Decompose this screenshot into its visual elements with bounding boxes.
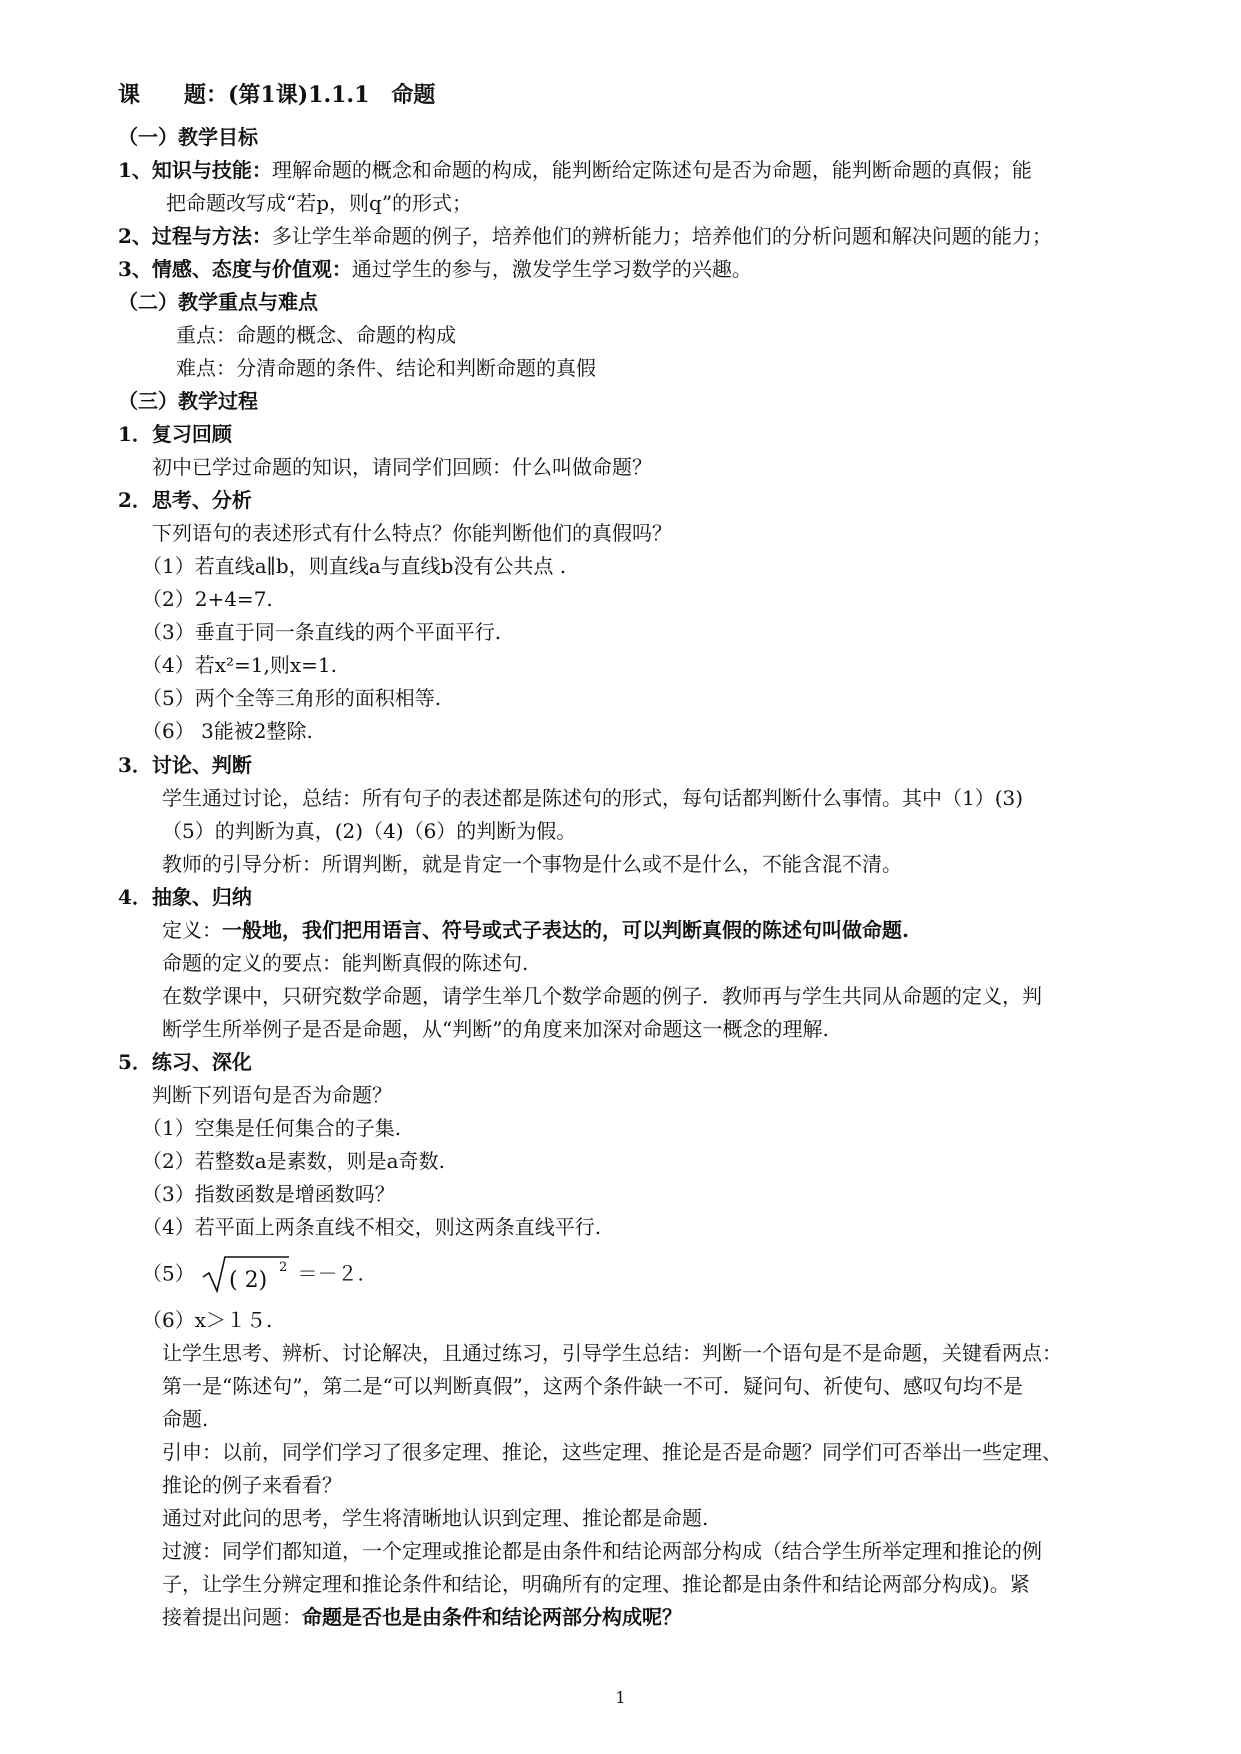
paragraph: 命题的定义的要点：能判断真假的陈述句. xyxy=(162,951,529,975)
list-item: （2）2+4=7. xyxy=(142,587,273,611)
step-1-text: 初中已学过命题的知识，请同学们回顾：什么叫做命题？ xyxy=(152,455,652,479)
svg-text:2: 2 xyxy=(279,1260,288,1275)
svg-text:( 2): ( 2) xyxy=(229,1268,268,1293)
paragraph: 断学生所举例子是否是命题，从“判断”的角度来加深对命题这一概念的理解. xyxy=(162,1017,829,1041)
objective-3: 3、情感、态度与价值观：通过学生的参与，激发学生学习数学的兴趣。 xyxy=(118,257,752,281)
paragraph: 通过对此问的思考，学生将清晰地认识到定理、推论都是命题. xyxy=(162,1506,709,1530)
key-point: 重点：命题的概念、命题的构成 xyxy=(176,323,456,347)
paragraph: 引申：以前，同学们学习了很多定理、推论，这些定理、推论是否是命题？同学们可否举出一些定理、 xyxy=(162,1440,1062,1464)
sqrt-icon xyxy=(201,1255,291,1295)
paragraph: 推论的例子来看看？ xyxy=(162,1473,342,1497)
objective-2: 2、过程与方法：多让学生举命题的例子，培养他们的辨析能力；培养他们的分析问题和解决问题的能力； xyxy=(118,224,1052,248)
list-item: （3）垂直于同一条直线的两个平面平行. xyxy=(142,620,502,644)
title-name: 命题 xyxy=(391,82,436,108)
list-item: （2）若整数a是素数，则是a奇数. xyxy=(142,1149,445,1173)
objective-1-cont: 把命题改写成“若p，则q”的形式； xyxy=(166,191,473,215)
step-3-heading: 3．讨论、判断 xyxy=(118,753,252,777)
paragraph: 学生通过讨论，总结：所有句子的表述都是陈述句的形式，每句话都判断什么事情。其中（1）(3) xyxy=(162,786,1024,810)
paragraph: 教师的引导分析：所谓判断，就是肯定一个事物是什么或不是什么，不能含混不清。 xyxy=(162,852,902,876)
step-2-heading: 2．思考、分析 xyxy=(118,488,252,512)
step-1-heading: 1．复习回顾 xyxy=(118,422,232,446)
step-2-question: 下列语句的表述形式有什么特点？你能判断他们的真假吗？ xyxy=(152,521,672,545)
list-item: （3）指数函数是增函数吗？ xyxy=(142,1182,395,1206)
paragraph: 接着提出问题：命题是否也是由条件和结论两部分构成呢？ xyxy=(162,1605,682,1629)
difficult-point: 难点：分清命题的条件、结论和判断命题的真假 xyxy=(176,356,596,380)
section-heading-process: （三）教学过程 xyxy=(118,389,258,413)
list-item: （6） 3能被2整除. xyxy=(142,719,313,743)
list-item: （5）两个全等三角形的面积相等. xyxy=(142,686,442,710)
list-item: （4）若x²=1,则x=1. xyxy=(142,653,337,677)
title-label: 课 题： xyxy=(118,82,229,108)
list-item: （6）x＞１５. xyxy=(142,1308,273,1332)
paragraph: 子，让学生分辨定理和推论条件和结论，明确所有的定理、推论都是由条件和结论两部分构成)。紧 xyxy=(162,1572,1030,1596)
definition: 定义：一般地，我们把用语言、符号或式子表达的，可以判断真假的陈述句叫做命题. xyxy=(162,918,909,942)
step-5-heading: 5．练习、深化 xyxy=(118,1050,252,1074)
list-item: （1）若直线a∥b，则直线a与直线b没有公共点 . xyxy=(142,554,567,578)
list-item: （4）若平面上两条直线不相交，则这两条直线平行. xyxy=(142,1215,602,1239)
list-item-sqrt: （5） ( 2) 2 ＝－２. xyxy=(142,1255,364,1295)
title-lesson: (第1课)1.1.1 xyxy=(228,82,370,108)
page-number: 1 xyxy=(615,1688,626,1707)
paragraph: （5）的判断为真，(2)（4)（6）的判断为假。 xyxy=(162,819,577,843)
lesson-title xyxy=(118,80,435,110)
list-item: （1）空集是任何集合的子集. xyxy=(142,1116,402,1140)
paragraph: 命题. xyxy=(162,1407,209,1431)
section-heading-objectives: （一）教学目标 xyxy=(118,125,258,149)
paragraph: 第一是“陈述句”，第二是“可以判断真假”，这两个条件缺一不可．疑问句、祈使句、感叹句均不是 xyxy=(162,1374,1023,1398)
section-heading-keypoints: （二）教学重点与难点 xyxy=(118,290,318,314)
paragraph: 在数学课中，只研究数学命题，请学生举几个数学命题的例子．教师再与学生共同从命题的定义，判 xyxy=(162,984,1042,1008)
step-5-question: 判断下列语句是否为命题？ xyxy=(152,1083,392,1107)
objective-1: 1、知识与技能：理解命题的概念和命题的构成，能判断给定陈述句是否为命题，能判断命题的真假；能 xyxy=(118,158,1032,182)
paragraph: 让学生思考、辨析、讨论解决，且通过练习，引导学生总结：判断一个语句是不是命题，关键看两点： xyxy=(162,1341,1062,1365)
step-4-heading: 4．抽象、归纳 xyxy=(118,885,252,909)
paragraph: 过渡：同学们都知道，一个定理或推论都是由条件和结论两部分构成（结合学生所举定理和推论的例 xyxy=(162,1539,1042,1563)
